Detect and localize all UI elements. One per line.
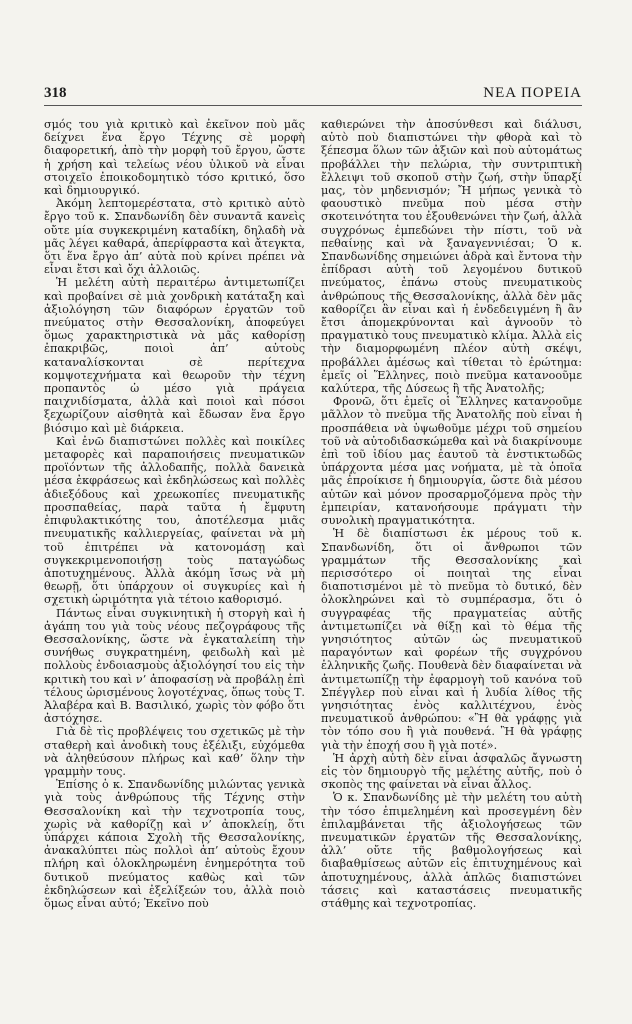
paragraph: Ἐπίσης ὁ κ. Σπανδωνίδης μιλώντας γενικὰ γιὰ τοὺς ἀνθρώπους τῆς Τέχνης στὴν Θεσσαλονίκη καὶ τὴν τεχνοτροπία τους, χωρὶς νὰ καθορίζῃ καὶ ν’ ἀποκλείῃ, ὅτι ὑπάρχει κάποια Σχολὴ τῆς Θεσσαλονίκης, ἀνακαλύπτει πὼς πολλοὶ ἀπ’ αὐτοὺς ἔχουν πλήρη καὶ ὁλοκληρωμένη ἐνημερότητα τοῦ δυτικοῦ πνεύματος καθὼς καὶ τῶν ἐκδηλώσεων καὶ ἐξελίξεών του, ἀλλὰ ποιὸ ὅμως εἶναι αὐτό; Ἐκεῖνο ποὺ bbox=[44, 778, 305, 910]
paragraph: Ἡ δὲ διαπίστωσι ἐκ μέρους τοῦ κ. Σπανδωνίδη, ὅτι οἱ ἄνθρωποι τῶν γραμμάτων τῆς Θεσσαλονίκης καὶ περισσότερο οἱ ποιηταὶ της εἶναι διαποτισμένοι μὲ τὸ πνεῦμα τὸ δυτικό, δὲν ὁλοκληρώνει καὶ τὸ συμπέρασμα, ὅτι ὁ συγγραφέας τῆς πραγματείας αὐτῆς ἀντιμετωπίζει νὰ θίξῃ καὶ τὸ θέμα τῆς γνησιότητος αὐτῶν ὡς πνευματικοῦ παραγόντων καὶ φορέων τῆς συγχρόνου ἑλληνικῆς ζωῆς. Πουθενὰ δὲν διαφαίνεται νὰ ἀντιμετωπίζῃ τὴν ἐφαρμογὴ τοῦ κανόνα τοῦ Σπέγγλερ ποὺ εἶναι καὶ ἡ λυδία λίθος τῆς γνησιότητας ἑνὸς καλλιτέχνου, ἑνὸς πνευματικοῦ ἀνθρώπου: «Ἢ θὰ γράφῃς γιὰ τὸν τόπο σου ἢ γιὰ πουθενά. Ἢ θὰ γράφῃς γιὰ τὴν ἐποχή σου ἢ γιὰ ποτέ». bbox=[321, 527, 582, 752]
paragraph: Πάντως εἶναι συγκινητικὴ ἡ στοργὴ καὶ ἡ ἀγάπη του γιὰ τοὺς νέους πεζογράφους τῆς Θεσσαλονίκης, ὥστε νὰ ἐγκαταλείπη τὴν συνήθως συγκρατημένη, φειδωλὴ καὶ μὲ πολλοὺς ἐνδοιασμοὺς ἀξιολόγησί του εἰς τὴν κριτικὴ του καὶ ν’ ἀποφασίσῃ νὰ προβάλῃ ἐπὶ τέλους ὡρισμένους λογοτέχνας, ὅπως τοὺς Τ. Ἀλαβέρα καὶ Β. Βασιλικό, χωρὶς τὸν φόβο ὅτι ἀστόχησε. bbox=[44, 606, 305, 726]
paragraph: σμός του γιὰ κριτικὸ καὶ ἐκεῖνον ποὺ μᾶς δείχνει ἕνα ἔργο Τέχνης σὲ μορφὴ διαφορετική, ἀπὸ τὴν μορφὴ τοῦ ἔργου, ὥστε ἡ χρήση καὶ τελείως νέου ὑλικοῦ νὰ εἶναι στοιχεῖο ἐποικοδομητικὸ τόσο κριτικό, ὅσο καὶ δημιουργικό. bbox=[44, 118, 305, 198]
text-columns bbox=[44, 118, 582, 984]
running-title: ΝΕΑ ΠΟΡΕΙΑ bbox=[483, 85, 582, 101]
page-header bbox=[44, 80, 582, 106]
paragraph: Γιὰ δὲ τὶς προβλέψεις του σχετικῶς μὲ τὴν σταθερὴ καὶ ἀνοδικὴ τους ἐξέλιξι, εὐχόμεθα νὰ ἀληθεύσουν πλήρως καὶ καθ’ ὅλην τὴν γραμμὴν τους. bbox=[44, 725, 305, 778]
paragraph: Ἡ ἀρχὴ αὐτὴ δὲν εἶναι ἀσφαλῶς ἄγνωστη εἰς τὸν δημιουργὸ τῆς μελέτης αὐτῆς, ποὺ ὁ σκοπὸς της φαίνεται νὰ εἶναι ἄλλος. bbox=[321, 751, 582, 792]
page-number: 318 bbox=[44, 85, 67, 101]
paragraph: Ὁ κ. Σπανδωνίδης μὲ τὴν μελέτη του αὐτὴ τὴν τόσο ἐπιμελημένη καὶ προσεγμένη δὲν ἐπιλαμβάνεται τῆς ἀξιολογήσεως τῶν πνευματικῶν ἐργατῶν τῆς Θεσσαλονίκης, ἀλλ’ οὔτε τῆς βαθμολογήσεως καὶ διαβαθμίσεως αὐτῶν εἰς ἐπιτυχημένους καὶ ἀποτυχημένους, ἀλλὰ ἁπλῶς διαπιστώνει τάσεις καὶ καταστάσεις πνευματικῆς στάθμης καὶ τεχνοτροπίας. bbox=[321, 791, 582, 910]
paragraph: Ἀκόμη λεπτομερέστατα, στὸ κριτικὸ αὐτὸ ἔργο τοῦ κ. Σπανδωνίδη δὲν συναντᾶ κανεὶς οὔτε μία συγκεκριμένη καταδίκη, δηλαδὴ νὰ μᾶς λέγει καθαρά, ἀπερίφραστα καὶ ἄτεγκτα, ὅτι ἕνα ἔργο ἀπ’ αὐτὰ ποὺ κρίνει πρέπει νὰ εἶναι ἔτσι καὶ ὄχι ἀλλοιῶς. bbox=[44, 197, 305, 277]
left-column bbox=[44, 118, 305, 984]
paragraph: καθιερώνει τὴν ἀποσύνθεσι καὶ διάλυσι, αὐτὸ ποὺ διαπιστώνει τὴν φθορὰ καὶ τὸ ξέπεσμα ὅλων τῶν ἀξιῶν καὶ ποὺ αὐτομάτως προβάλλει τὴν πελώρια, τὴν συντριπτικὴ ἔλλειψι τοῦ σκοποῦ στὴν ζωή, στὴν ὕπαρξί μας, τὸν μηδενισμόν; Ἤ μήπως γενικὰ τὸ φαουστικὸ πνεῦμα ποὺ μέσα στὴν σκοτεινότητα του ἐξουθενώνει τὴν ζωή, ἀλλὰ συγχρόνως ἐμπεδώνει τὴν πίστι, τοῦ νὰ πεθαίνῃς καὶ νὰ ξαναγεννιέσαι; Ὁ κ. Σπανδωνίδης σημειώνει ἀδρὰ καὶ ἔντονα τὴν ἐπίδρασι αὐτὴ τοῦ λεγομένου δυτικοῦ πνεύματος, ἐπάνω στοὺς πνευματικοὺς ἀνθρώπους τῆς Θεσσαλονίκης, ἀλλὰ δὲν μᾶς καθορίζει ἂν εἶναι καὶ ἡ ἐνδεδειγμένη ἢ ἂν ἔτσι ἀπομεκρύνονται καὶ ἀγνοοῦν τὸ πραγματικὸ τους πνευματικὸ κλίμα. Ἀλλὰ εἰς τὴν διαμορφωμένη πλέον αὐτὴ σκέψι, προβάλλει ἀμέσως καὶ τίθεται τὸ ἐρώτημα: ἐμεῖς οἱ Ἕλληνες, ποιὸ πνεῦμα κατανοοῦμε καλύτερα, τῆς Δύσεως ἢ τῆς Ἀνατολῆς; bbox=[321, 118, 582, 396]
paragraph: Φρονῶ, ὅτι ἐμεῖς οἱ Ἕλληνες κατανοοῦμε μᾶλλον τὸ πνεῦμα τῆς Ἀνατολῆς ποὺ εἶναι ἡ προσπάθεια νὰ ὑψωθοῦμε μέχρι τοῦ σημείου τοῦ νὰ αὐτοδιδασκώμεθα καὶ νὰ διακρίνουμε ἐπὶ τοῦ ἰδίου μας ἑαυτοῦ τὰ ἐνστικτωδῶς ὑπάρχοντα μέσα μας νοήματα, μὲ τὰ ὁποῖα μᾶς ἐπροίκισε ἡ δημιουργία, ὥστε διὰ μέσου αὐτῶν καὶ μόνον προσαρμοζόμενα πρὸς τὴν ἐμπειρίαν, κατανοήσουμε πράγματι τὴν συνολικὴ πραγματικότητα. bbox=[321, 395, 582, 528]
right-column bbox=[321, 118, 582, 984]
paragraph: Ἡ μελέτη αὐτὴ περαιτέρω ἀντιμετωπίζει καὶ προβαίνει σὲ μιὰ χονδρικὴ κατάταξη καὶ ἀξιολόγηση τῶν διαφόρων ἐργατῶν τοῦ πνεύματος στὴν Θεσσαλονίκη, ἀποφεύγει ὅμως χαρακτηριστικὰ νὰ μᾶς καθορίσῃ ἐπακριβῶς, ποιοὶ ἀπ’ αὐτοὺς καταναλίσκονται σὲ περίτεχνα κομψοτεχνήματα καὶ θεωροῦν τὴν τέχνη προπαντὸς ὡ μέσο γιὰ πράγεια παιχνιδίσματα, ἀλλὰ καὶ ποιοὶ καὶ πόσοι ξεχωρίζουν αἰσθητὰ καὶ ἔδωσαν ἕνα ἔργο βιόσιμο καὶ μὲ διάρκεια. bbox=[44, 276, 305, 435]
paragraph: Καὶ ἐνῶ διαπιστώνει πολλὲς καὶ ποικίλες μεταφορὲς καὶ παραποιήσεις πνευματικῶν προϊόντων τῆς ἀλλοδαπῆς, πολλὰ δανεικὰ μέσα ἐκφράσεως καὶ ἐκδηλώσεως καὶ πολλὲς ἀδιεξόδους καὶ χρεωκοπίες πνευματικῆς προσπαθείας, παρὰ ταῦτα ἡ ἔμφυτη ἐπιφυλακτικότης του, ἀποτέλεσμα μιᾶς πνευματικῆς καλλιεργείας, φαίνεται νὰ μὴ τοῦ ἐπιτρέπει νὰ κατονομάσῃ καὶ συγκεκριμενοποιήσῃ τοὺς παταγώδως ἀποτυχημένους. Ἀλλὰ ἀκόμη ἴσως νὰ μὴ θεωρῇ, ὅτι ὑπάρχουν οἱ συγκυρίες καὶ ἡ σχετικὴ ὡριμότητα γιὰ τέτοιο καθορισμό. bbox=[44, 434, 305, 607]
